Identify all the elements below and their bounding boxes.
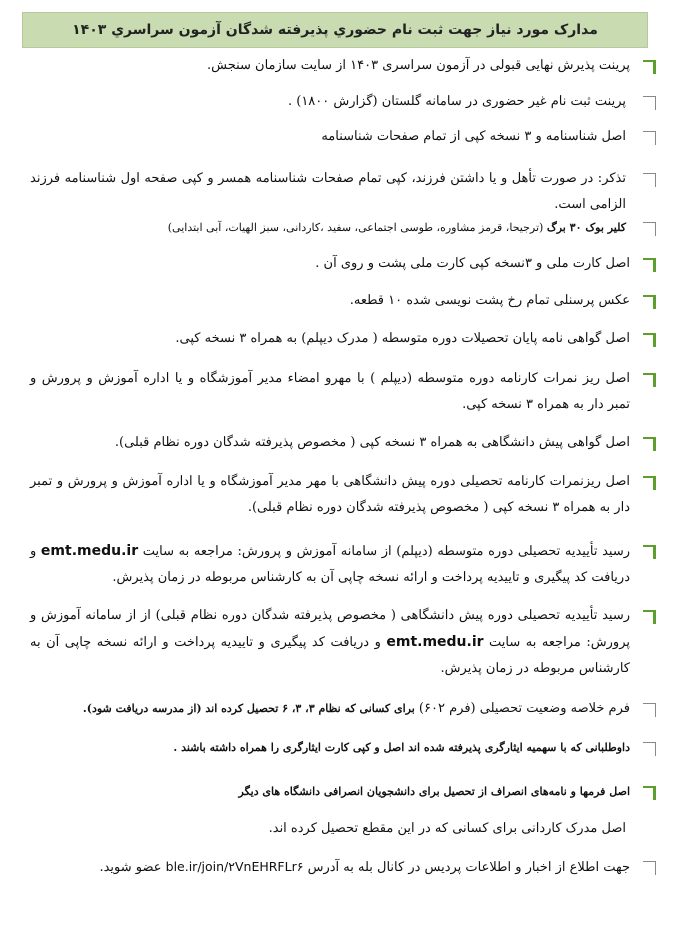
checkbox-icon[interactable] (643, 295, 656, 309)
item-text: اصل شناسنامه و ۳ نسخه کپی از تمام صفحات شناسنامه (321, 129, 626, 144)
checkbox-icon[interactable] (643, 60, 656, 74)
item-text: اصل مدرک کاردانی برای کسانی که در این مقطع تحصیل کرده اند. (268, 821, 626, 836)
page-title: مدارک مورد نیاز جهت ثبت نام حضوري پذيرفته شدگان آزمون سراسري ۱۴۰۳ (72, 22, 598, 38)
list-item (30, 854, 656, 881)
list-item (30, 696, 656, 722)
item-text: تذکر: در صورت تأهل و یا داشتن فرزند، کپی تمام صفحات شناسنامه همسر و کپی صفحه اول شناسنامه فرزند الزامی است. (30, 171, 626, 212)
item-text: فرم خلاصه وضعیت تحصیلی (فرم ۶۰۲) (414, 701, 630, 716)
checkbox-icon[interactable] (643, 861, 656, 875)
link-emt-medu[interactable]: emt.medu.ir (40, 543, 139, 559)
list-item (30, 735, 656, 761)
checkbox-icon[interactable] (643, 173, 656, 187)
checkbox-icon[interactable] (643, 131, 656, 145)
checkbox-icon[interactable] (643, 545, 656, 559)
link-emt-medu[interactable]: emt.medu.ir (386, 634, 484, 650)
item-text: عضو شوید. (99, 860, 166, 875)
link-bale-channel[interactable]: ble.ir/join/۲VnEHRFLr۶ (165, 859, 304, 874)
item-text: و دریافت کد پیگیری و تاییدیه پرداخت و ارائه نسخه چاپی آن به کارشناس مربوطه در زمان پذیرش. (30, 544, 630, 585)
item-text: عکس پرسنلی تمام رخ پشت نویسی شده ۱۰ قطعه. (349, 293, 630, 308)
checkbox-icon[interactable] (643, 333, 656, 347)
list-item (30, 816, 656, 842)
item-text: اصل ریز نمرات کارنامه دوره متوسطه (دیپلم ) با مهرو امضاء مدیر آموزشگاه و یا اداره آموزش و پرورش و تمبر دار به همراه ۳ نسخه کپی. (30, 371, 630, 412)
checkbox-icon[interactable] (643, 742, 656, 756)
item-text: جهت اطلاع از اخبار و اطلاعات پردیس در کانال بله به آدرس (303, 860, 630, 875)
item-bold-text: داوطلبانی که با سهمیه ایثارگری پذیرفته شده اند اصل و کپی کارت ایثارگری را همراه داشته باشند . (173, 741, 630, 754)
checkbox-icon[interactable] (643, 96, 656, 110)
checkbox-icon[interactable] (643, 437, 656, 451)
list-item (30, 366, 656, 418)
checkbox-icon[interactable] (643, 476, 656, 490)
item-bold-text: اصل فرمها و نامه‌های انصراف از تحصیل برای دانشجویان انصرافی دانشگاه های دیگر (238, 785, 630, 798)
item-text: اصل ریزنمرات کارنامه تحصیلی دوره پیش دانشگاهی با مهر مدیر آموزشگاه و یا اداره آموزش و پرورش و تمبر دار به همراه ۳ نسخه کپی ( مخصوص پذیرفته شدگان دوره نظام قبلی). (30, 474, 630, 515)
list-item (30, 89, 656, 115)
list-item (30, 326, 656, 352)
item-text: (ترجیحا، قرمز مشاوره، طوسی اجتماعی، سفید ،کاردانی، سبز الهیات، آبی ابتدایی) (167, 221, 547, 234)
item-text: پرینت ثبت نام غیر حضوری در سامانه گلستان (گزارش ۱۸۰۰) . (287, 94, 626, 109)
checkbox-icon[interactable] (643, 610, 656, 624)
list-item (30, 166, 656, 218)
list-item (30, 603, 656, 682)
checkbox-icon[interactable] (643, 373, 656, 387)
list-item (30, 215, 656, 241)
checkbox-icon[interactable] (643, 258, 656, 272)
list-item (30, 469, 656, 521)
list-item (30, 53, 656, 79)
list-item (30, 430, 656, 456)
list-item (30, 779, 656, 805)
checkbox-icon[interactable] (643, 703, 656, 717)
item-text: و دریافت کد پیگیری و تاییدیه پرداخت و ارائه نسخه چاپی آن به کارشناس مربوطه در زمان پذیرش. (30, 635, 630, 676)
item-bold-text: کلیر بوک ۳۰ برگ (546, 221, 626, 234)
item-text: پرینت پذیرش نهایی قبولی در آزمون سراسری ۱۴۰۳ از سایت سازمان سنجش. (206, 58, 630, 73)
list-item (30, 251, 656, 277)
checkbox-icon[interactable] (643, 786, 656, 800)
list-item (30, 288, 656, 314)
list-item (30, 124, 656, 150)
item-bold-text: برای کسانی که نظام ۳، ۳، ۶ تحصیل کرده اند (از مدرسه دریافت شود). (82, 702, 415, 715)
title-bar (22, 12, 648, 48)
item-text: اصل گواهی پیش دانشگاهی به همراه ۳ نسخه کپی ( مخصوص پذیرفته شدگان دوره نظام قبلی). (114, 435, 630, 450)
item-text: اصل کارت ملی و ۳نسخه کپی کارت ملی پشت و روی آن . (315, 256, 630, 271)
list-item (30, 538, 656, 591)
item-text: اصل گواهی نامه پایان تحصیلات دوره متوسطه ( مدرک دیپلم) به همراه ۳ نسخه کپی. (175, 331, 630, 346)
item-text: رسید تأییدیه تحصیلی دوره پیش دانشگاهی ( مخصوص پذیرفته شدگان دوره نظام قبلی) از از سامانه آموزش و پرورش: مراجعه به سایت (30, 608, 630, 650)
checkbox-icon[interactable] (643, 222, 656, 236)
item-text: رسید تأییدیه تحصیلی دوره متوسطه (دیپلم) از سامانه آموزش و پرورش: مراجعه به سایت (138, 544, 630, 559)
